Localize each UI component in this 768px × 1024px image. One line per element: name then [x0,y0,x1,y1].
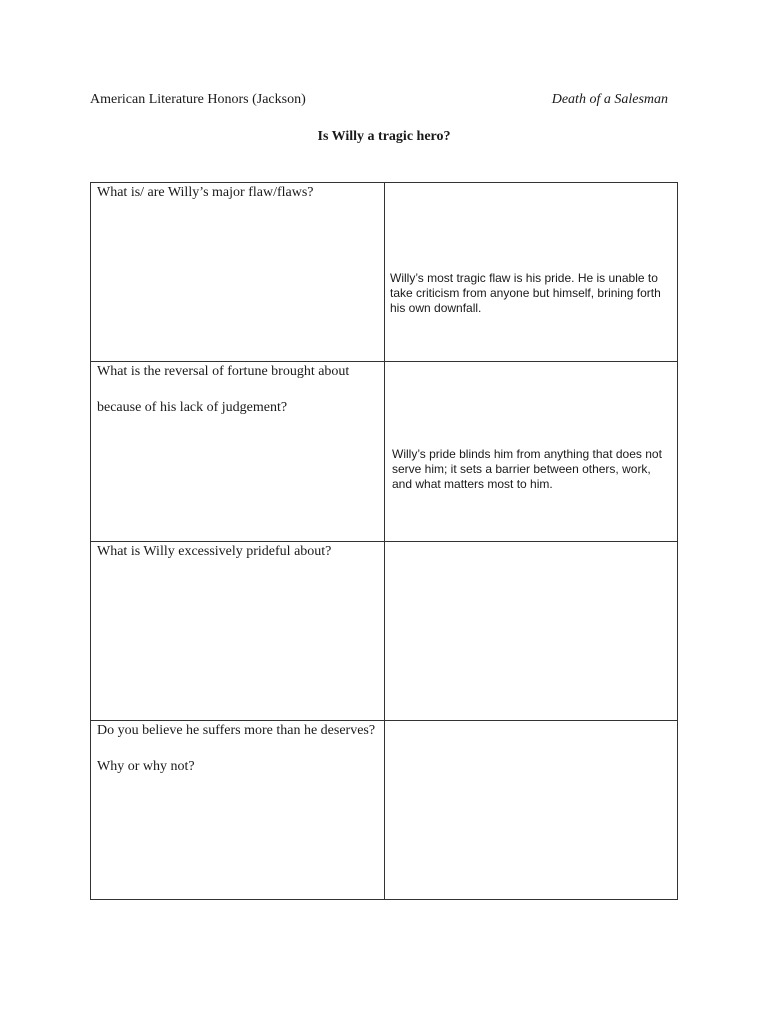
answer-text: Willy’s most tragic flaw is his pride. He is unable to take criticism from anyone but himself, brining forth his own downfall. [390,271,661,315]
question-text: What is the reversal of fortune brought about because of his lack of judgement? [97,364,350,416]
table-row [91,541,678,720]
answer-cell[interactable] [385,720,678,899]
question-cell [91,541,385,720]
question-text: What is Willy excessively prideful about? [97,543,332,559]
table-row [91,362,678,541]
answer-text: Willy’s pride blinds him from anything that does not serve him; it sets a barrier between others, work, and what matters most to him. [392,447,662,492]
answer-cell[interactable] [385,541,678,720]
answer-cell[interactable] [385,362,678,541]
course-title: American Literature Honors (Jackson) [90,92,306,107]
question-cell [91,720,385,899]
question-cell [91,362,385,541]
table-row [91,720,678,899]
question-text: Do you believe he suffers more than he deserves? Why or why not? [97,722,376,774]
question-cell [91,183,385,362]
work-title: Death of a Salesman [551,92,668,107]
answer-cell[interactable] [385,183,678,362]
table-row [91,183,678,362]
question-text: What is/ are Willy’s major flaw/flaws? [97,185,314,200]
worksheet-table [90,182,678,900]
page-title: Is Willy a tragic hero? [317,129,451,144]
